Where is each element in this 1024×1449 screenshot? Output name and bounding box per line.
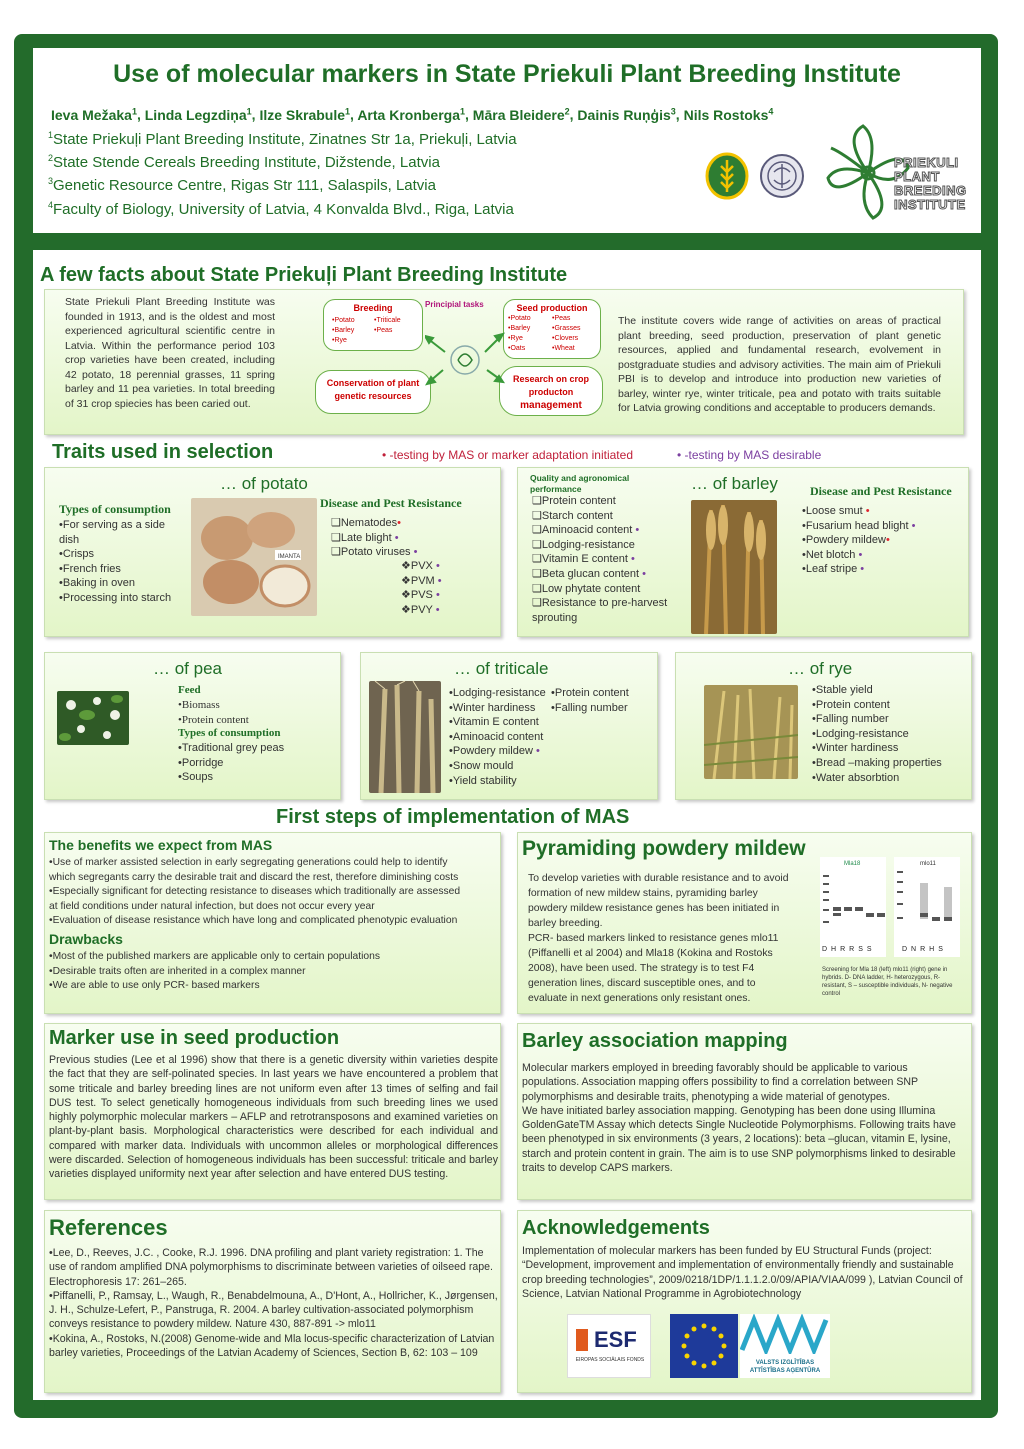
esf-label: ESF (594, 1327, 637, 1352)
rye-trait-item: •Lodging-resistance (812, 727, 909, 740)
author-name: Linda Legzdiņa$^1$ (144, 106, 252, 123)
benefit-item: •Evaluation of disease resistance which have long and complicated phenotypic evaluation (49, 915, 458, 927)
pea-consumption-item: •Porridge (178, 756, 224, 769)
triticale-trait-item: •Lodging-resistance (449, 687, 546, 699)
potato-virus-list (401, 559, 442, 617)
references-title: References (49, 1215, 168, 1240)
rye-trait-item: •Winter hardiness (812, 742, 899, 755)
author-name: Māra Bleidere$^2$ (472, 106, 570, 123)
barley-quality-item: ❑Low phytate content (532, 582, 641, 595)
mas-desirable-marker-icon: • (394, 531, 399, 544)
references-panel (44, 1210, 501, 1393)
breeding-col2 (374, 316, 401, 336)
rye-title: … of rye (788, 659, 853, 678)
barley-quality-item: ❑Protein content (532, 495, 616, 507)
seed-col1 (508, 314, 531, 354)
principal-tasks-label: Principial tasks (425, 300, 484, 309)
pyramiding-text-line: (Piffanelli et al 2004) and Mla18 (Kokina and Rostoks (528, 948, 773, 959)
seed-production-panel (44, 1023, 501, 1200)
potato-consumption-item: •For serving as a side (59, 519, 165, 531)
seed-crop: •Potato (508, 315, 531, 322)
mas-initiated-marker-icon: • (397, 517, 401, 529)
pea-consumption-item: •Traditional grey peas (178, 742, 285, 754)
potato-photo-label: IMANTA (278, 554, 301, 560)
rye-trait-item: •Protein content (812, 698, 890, 711)
triticale-panel (360, 652, 658, 800)
rye-trait-item: •Bread –making properties (812, 756, 942, 769)
pyramiding-title: Pyramiding powdery mildew (522, 837, 806, 860)
seed-crop: •Wheat (552, 345, 575, 352)
seed-production-text (49, 1053, 498, 1182)
potato-photo (191, 498, 317, 616)
rye-photo (704, 685, 798, 779)
traits-title: Traits used in selection (52, 441, 274, 463)
mas-desirable-marker-icon: • (435, 603, 440, 616)
drawback-item: •We are able to use only PCR- based markers (49, 980, 260, 992)
affiliation-4: $^4$Faculty of Biology, University of Latvia, 4 Konvalda Blvd., Riga, Latvia (48, 200, 514, 218)
pyramiding-panel (517, 832, 972, 1014)
breeding-crop: •Triticale (374, 317, 401, 324)
pyramiding-text-line: To develop varieties with durable resistance and to avoid (528, 873, 789, 884)
breeding-title: Breeding (353, 303, 393, 313)
rye-trait-item: •Water absorbtion (812, 771, 900, 784)
pea-consumption-title: Types of consumption (178, 727, 281, 739)
barley-quality-list (532, 494, 667, 625)
author-name: Ilze Skrabule$^1$ (259, 106, 351, 123)
potato-virus-item: ❖PVM • (401, 574, 442, 587)
benefit-item: •Especially significant for detecting resistance to diseases which traditionally are assessed (49, 886, 461, 898)
gel-right-label: mlo11 (920, 861, 936, 867)
seed-crop: •Barley (508, 325, 531, 332)
mas-title: First steps of implementation of MAS (276, 806, 630, 828)
conservation-box: Conservation of plant genetic resources (315, 370, 431, 414)
potato-consumption-item: •Processing into starch (59, 591, 172, 604)
drawback-item: •Desirable traits often are inherited in a complex manner (49, 965, 306, 977)
esf-sublabel: EIROPAS SOCIĀLAIS FONDS (575, 1357, 645, 1363)
seed-production-title: Seed production (516, 303, 588, 313)
pyramiding-text-line: barley breeding. (528, 918, 603, 929)
breeding-col1 (332, 316, 355, 346)
association-paragraph-2: We have initiated barley association mapping. Genotyping has been done using Illumina GoldenGateTM Assay which detects Single Nucleotide Polymorphisms. Following traits have been phenotyped in six environments (3 years, 2 locations): beta –glucan, vitamin E, lysine, starch and protein content in grain. The aim is to use SNP polymorphisms linked to desirable traits to develop CAPS markers. (522, 1104, 956, 1175)
affiliation-3: $^3$Genetic Resource Centre, Rigas Str 111, Salaspils, Latvia (48, 176, 436, 194)
mas-desirable-marker-icon: • (413, 546, 418, 559)
triticale-trait-item: •Protein content (551, 687, 629, 699)
stende-logo-icon (705, 152, 749, 200)
seed-crop: •Clovers (552, 335, 579, 342)
association-title: Barley association mapping (522, 1030, 788, 1052)
breeding-crop: •Peas (374, 327, 393, 334)
barley-photo (691, 500, 777, 634)
barley-quality-item: ❑Starch content (532, 509, 613, 522)
pea-feed-item: •Biomass (178, 699, 220, 711)
barley-disease-item: •Fusarium head blight • (802, 519, 916, 532)
breeding-box (323, 299, 423, 351)
gel-right-lanes: DNRHS (902, 946, 947, 953)
esf-logo (567, 1314, 651, 1378)
university-seal-icon (759, 152, 805, 200)
pyramiding-text-line: PCR- based markers linked to resistance genes mlo11 (528, 933, 779, 944)
triticale-trait-item: •Yield stability (449, 774, 517, 787)
triticale-list-2 (551, 686, 629, 715)
barley-disease-title: Disease and Pest Resistance (810, 484, 952, 498)
research-management: management (520, 400, 582, 411)
triticale-title: … of triticale (454, 659, 549, 678)
seed-production-paragraph-1: Previous studies (Lee et al 1996) show that there is a genetic diversity within varieties despite the fact that they are self-polinated species. In last years we have encountered a problem that some triticale and barley breeding lines are not uniform even after 13 times of selfing and fail DUS test. To select genetically homogeneous individuals from such breeding lines we used highly polymorphic molecular markers – AFLP and retrotransposons and examined varieties on plant-by-plant basis. Morphological characteristics were described for each individual and compared with marker data. Individuals with uncommon alleles or morphological differences were discarded. (49, 1054, 498, 1167)
triticale-trait-item: •Snow mould (449, 759, 514, 772)
gel-caption: Screening for Mla 18 (left) mlo11 (right) gene in hybrids. D- DNA ladder, H- heterozygous, R- resistant, S – susceptible individuals, N- negative control (822, 967, 953, 997)
pea-title: … of pea (153, 659, 222, 678)
potato-disease-item: ❑Late blight • (331, 531, 399, 544)
benefit-item: which segregants carry the desirable trait and discard the rest, therefore diminishing costs (49, 871, 459, 883)
gel-left-lanes: DHRRSS (822, 946, 876, 953)
pyramiding-text (528, 871, 789, 1006)
potato-disease-item: ❑Nematodes• (331, 517, 401, 529)
association-panel (517, 1023, 972, 1200)
benefit-item: at field conditions under natural infection, but does not occur every year (49, 900, 375, 912)
author-name: Dainis Ruņģis$^3$ (577, 106, 676, 123)
triticale-trait-item: •Powdery mildew • (449, 745, 540, 758)
mas-desirable-marker-icon: • (437, 574, 442, 587)
rye-list (812, 683, 942, 785)
logo-line-1: PRIEKULI (894, 155, 959, 170)
seed-production-paragraph-2: Selection of homogeneous individuals has been successful: triticale and barley varieties displayed uniformity next year after selection and have entered DUS testing. (49, 1154, 498, 1181)
mas-desirable-marker-icon: • (435, 560, 440, 572)
mas-desirable-marker-icon: • (642, 567, 647, 580)
breeding-crop: •Rye (332, 337, 347, 344)
pyramiding-text-line: powdery mildew resistance genes has been initiated in (528, 903, 780, 914)
mas-initiated-marker-icon: • (865, 505, 870, 517)
pea-panel (44, 652, 341, 800)
barley-disease-item: •Leaf stripe • (802, 563, 865, 576)
breeding-crop: •Barley (332, 327, 355, 334)
barley-quality-title: Quality and agronomical performance (530, 473, 630, 494)
author-name: Nils Rostoks$^4$ (683, 106, 774, 123)
seed-production-box (503, 299, 601, 359)
reference-item: •Lee, D., Reeves, J.C. , Cooke, R.J. 1996. DNA profiling and plant variety registration: 1. The use of random amplified DNA polymorphisms to discriminate between varieties of oilseed rape. Electrophoresis 17: 261–265. (49, 1247, 493, 1288)
author-name: Ieva Mežaka$^1$ (51, 106, 137, 123)
pea-consumption-item: •Soups (178, 771, 214, 784)
acknowledgements-title: Acknowledgements (522, 1217, 710, 1239)
facts-panel (44, 289, 964, 435)
seed-crop: •Oats (508, 345, 526, 352)
esf-mark-icon (576, 1329, 588, 1351)
barley-disease-item: •Loose smut • (802, 505, 870, 517)
potato-consumption-item: •Baking in oven (59, 577, 136, 590)
benefits-panel (44, 832, 501, 1014)
potato-virus-item: ❖PVY • (401, 603, 440, 616)
potato-disease-list (331, 516, 417, 560)
pea-feed-list (178, 698, 249, 727)
references-list (49, 1246, 498, 1360)
acknowledgements-text: Implementation of molecular markers has been funded by EU Structural Funds (project: “Development, improvement and implementation of environmentally friendly and sustainable crop breeding technologies”, 2009/0218/1DP/1.1.1.2.0/09/APIA/VIAA/099 ), Latvian Council of Science, Latvian National Programme in Agrobiotechnology (522, 1245, 963, 1300)
affiliation-2: $^2$State Stende Cereals Breeding Institute, Dižstende, Latvia (48, 153, 440, 171)
seed-crop: •Grasses (552, 325, 581, 332)
logo-line-3: BREEDING (894, 183, 967, 198)
triticale-trait-item: •Winter hardiness (449, 701, 536, 714)
barley-disease-item: •Powdery mildew• (802, 534, 890, 547)
poster-header (33, 48, 981, 233)
association-paragraph-1: Molecular markers employed in breeding favorably should be applicable to various populations. Association mapping offers possibility to find a correlation between SNP polymorphisms and desirable traits, phenotyping a wide material of genotypes. (522, 1062, 918, 1103)
mas-desirable-marker-icon: • (536, 745, 540, 758)
rye-trait-item: •Stable yield (812, 684, 873, 696)
pyramiding-text-line: formation of new mildew stains, pyramiding barley (528, 888, 758, 899)
barley-title: … of barley (691, 474, 778, 493)
eu-flag-icon (670, 1314, 738, 1378)
mas-desirable-marker-icon: • (630, 553, 635, 566)
pyramiding-text-line: evaluate in next generations only resistant ones. (528, 993, 751, 1004)
viaa-label: VALSTS IZGLĪTĪBAS ATTĪSTĪBAS AĢENTŪRA (749, 1360, 821, 1374)
barley-quality-item: ❑Beta glucan content • (532, 567, 647, 580)
breeding-crop: •Potato (332, 317, 355, 324)
potato-panel (44, 467, 501, 637)
association-text (522, 1061, 967, 1175)
rye-trait-item: •Falling number (812, 713, 889, 726)
barley-quality-item: ❑Resistance to pre-harvest (532, 597, 668, 610)
drawback-item: •Most of the published markers are applicable only to certain populations (49, 951, 381, 962)
barley-quality-item: ❑Vitamin E content • (532, 553, 635, 566)
research-box (499, 366, 603, 416)
triticale-trait-item: •Vitamin E content (449, 716, 539, 729)
potato-disease-title: Disease and Pest Resistance (320, 496, 462, 510)
author-list: Ieva Mežaka$^1$, Linda Legzdiņa$^1$, Ilze Skrabule$^1$, Arta Kronberga$^1$, Māra Bleidere$^2$, Dainis Ruņģis$^3$, Nils Rostoks$^4$ (51, 106, 774, 123)
logo-line-4: INSTITUTE (894, 197, 966, 212)
mas-desirable-marker-icon: • (858, 548, 863, 561)
gel-left-label: Mla18 (844, 861, 861, 867)
legend-red: • -testing by MAS or marker adaptation initiated (382, 448, 633, 462)
pea-feed-item: •Protein content (178, 713, 249, 726)
seed-col2 (552, 314, 581, 354)
potato-title: … of potato (220, 474, 308, 493)
potato-virus-item: ❖PVX • (401, 560, 440, 572)
barley-quality-item: sprouting (532, 611, 578, 624)
mas-initiated-marker-icon: • (885, 534, 890, 547)
barley-quality-item: ❑Lodging-resistance (532, 538, 635, 551)
potato-consumption-list (59, 518, 171, 606)
benefits-list (49, 856, 460, 929)
barley-quality-item: ❑Aminoacid content • (532, 524, 640, 537)
mas-desirable-marker-icon: • (435, 589, 440, 602)
barley-panel (517, 467, 969, 637)
potato-consumption-item: dish (59, 533, 80, 546)
mas-desirable-marker-icon: • (911, 519, 916, 532)
triticale-trait-item: •Aminoacid content (449, 730, 544, 743)
benefit-item: •Use of marker assisted selection in early segregating generations could help to identify (49, 857, 448, 868)
pea-photo (57, 691, 129, 745)
reference-item: •Kokina, A., Rostoks, N.(2008) Genome-wide and Mla locus-specific characterization of Latvian barley varieties, Proceedings of the Latvian Academy of Sciences, Section B, 62: 103 – 109 (49, 1332, 495, 1360)
pyramiding-text-line: 2008), have been used. The strategy is to test F4 (528, 963, 755, 974)
mas-desirable-marker-icon: • (635, 524, 640, 537)
facts-left-text: State Priekuli Plant Breeding Institute was founded in 1913, and is the oldest and most experienced agricultural scientific centre in Latvia. Within the performance period 103 crop varieties have been created, including 42 potato, 18 perennial grasses, 11 spring barley and 11 pea varieties. In total breeding of 31 crop spiecies has been caried out. (65, 296, 275, 410)
pea-feed-title: Feed (178, 684, 201, 696)
reference-item: •Piffanelli, P., Ramsay, L., Waugh, R., Benabdelmouna, A., D'Hont, A., Hollricher, K., Jørgensen, J. H., Schulze-Lefert, P., Panstruga, R. 2004. A barley cultivation-associated polymorphism conveys resistance to powdery mildew. Nature 430, 887-891 -> mlo11 (49, 1289, 498, 1331)
diagram-arrows (425, 330, 505, 390)
seed-crop: •Rye (508, 335, 523, 342)
pyramiding-text-line: generation lines, discard susceptible ones, and to (528, 978, 756, 989)
potato-virus-item: ❖PVS • (401, 589, 440, 602)
triticale-list-1 (449, 686, 546, 788)
drawbacks-list (49, 950, 380, 994)
barley-disease-item: •Net blotch • (802, 548, 863, 561)
logo-line-2: PLANT (894, 169, 940, 184)
research-text: Research on crop producton (512, 374, 590, 397)
potato-disease-item: ❑Potato viruses • (331, 546, 418, 559)
legend-purple: • -testing by MAS desirable (677, 448, 822, 462)
poster-title: Use of molecular markers in State Priekuli Plant Breeding Institute (113, 60, 901, 88)
triticale-trait-item: •Falling number (551, 701, 628, 714)
author-name: Arta Kronberga$^1$ (357, 106, 466, 123)
facts-right-text: The institute covers wide range of activities on areas of practical plant breeding, seed production, preservation of plant genetic resources, applied and fundamental research, evolvement in postgraduate studies and advisory activities. The main aim of Priekuli PBI is to develop and introduce into production new varieties of barley, winter rye, winter triticale, pea and potato with traits suitable for Latvia growing conditions and acceptable to producers demands. (618, 315, 941, 414)
pea-consumption-list (178, 741, 284, 785)
barley-disease-list (802, 504, 916, 577)
viaa-mark-icon (740, 1314, 830, 1354)
acknowledgements-panel (517, 1210, 972, 1393)
drawbacks-title: Drawbacks (49, 931, 123, 947)
facts-title: A few facts about State Priekuļi Plant Breeding Institute (40, 264, 568, 286)
gel-image (820, 857, 960, 957)
potato-consumption-title: Types of consumption (59, 502, 171, 516)
viaa-logo (740, 1314, 830, 1378)
benefits-title: The benefits we expect from MAS (49, 837, 273, 853)
triticale-photo (369, 681, 441, 793)
seed-production-title: Marker use in seed production (49, 1027, 340, 1049)
mas-desirable-marker-icon: • (860, 563, 865, 576)
affiliation-1: $^1$State Priekuļi Plant Breeding Institute, Zinatnes Str 1a, Priekuļi, Latvia (48, 130, 517, 148)
rye-panel (675, 652, 972, 800)
seed-crop: •Peas (552, 315, 571, 322)
potato-consumption-item: •Crisps (59, 548, 95, 561)
institute-logo-text (894, 156, 967, 212)
potato-consumption-item: •French fries (59, 562, 121, 575)
